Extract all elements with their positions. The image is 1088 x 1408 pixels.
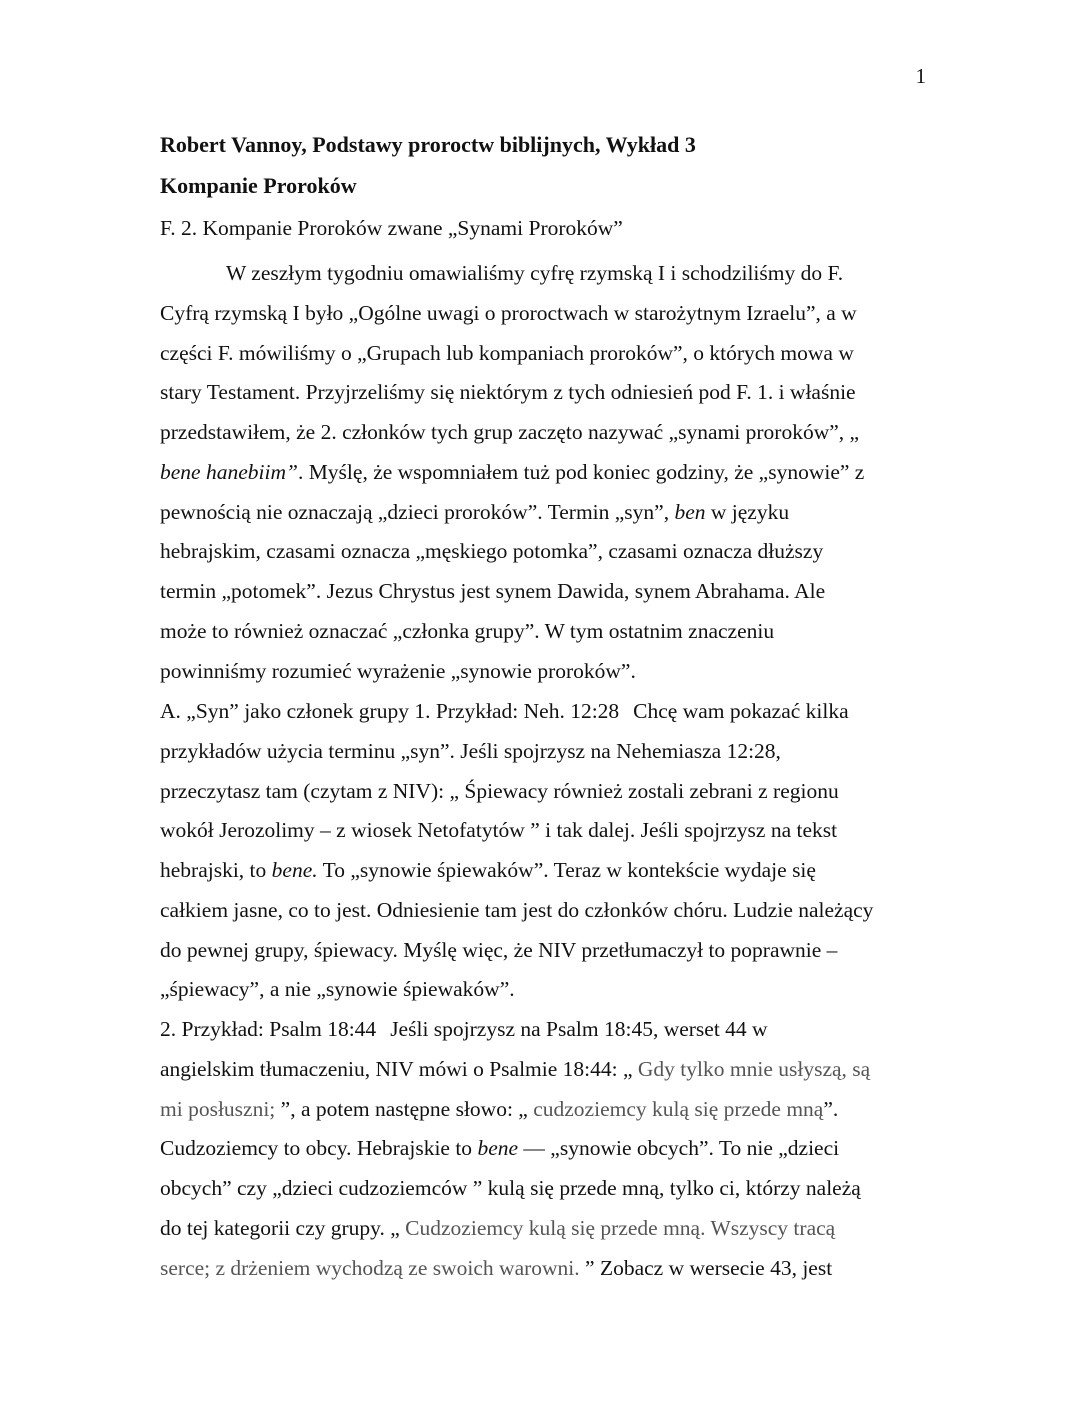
paragraph-line [160,1138,839,1160]
quote-run: serce; z drżeniem wychodzą ze swoich warowni. [160,1256,586,1280]
paragraph-line [160,1258,832,1280]
document-subtitle: Kompanie Proroków [160,173,357,198]
italic-term: bene [477,1136,519,1160]
text-run: Chcę wam pokazać kilka [633,699,849,723]
quote-run: Gdy tylko mnie usłyszą, są [637,1057,871,1081]
example-2-heading [160,1019,768,1041]
italic-term: bene hanebiim” [160,460,298,484]
document-title: Robert Vannoy, Podstawy proroctw biblijnych, Wykład 3 [160,132,696,157]
paragraph-line: obcych” czy „dzieci cudzoziemców ” kulą się przede mną, tylko ci, którzy należą [160,1176,861,1200]
paragraph-line: powinniśmy rozumieć wyrażenie „synowie proroków”. [160,659,636,683]
text-run: angielskim tłumaczeniu, NIV mówi o Psalmie 18:44: „ [160,1057,638,1081]
paragraph-line: może to również oznaczać „członka grupy”. W tym ostatnim znaczeniu [160,619,775,643]
paragraph-line: części F. mówiliśmy o „Grupach lub kompaniach proroków”, o których mowa w [160,341,854,365]
text-run: . Myślę, że wspomniałem tuż pod koniec godziny, że „synowie” z [297,460,865,484]
text-run: Cudzoziemcy to obcy. Hebrajskie to [160,1136,478,1160]
italic-term: ben [674,500,706,524]
paragraph-line: przedstawiłem, że 2. członków tych grup zaczęto nazywać „synami proroków”, „ [160,420,860,444]
paragraph-line [160,502,789,524]
paragraph-line: W zeszłym tygodniu omawialiśmy cyfrę rzymską I i schodziliśmy do F. [226,261,844,285]
paragraph-line: przykładów użycia terminu „syn”. Jeśli spojrzysz na Nehemiasza 12:28, [160,739,781,763]
quote-run: mi posłuszni; [160,1097,281,1121]
paragraph-line: stary Testament. Przyjrzeliśmy się niektórym z tych odniesień pod F. 1. i właśnie [160,380,856,404]
italic-term: bene. [271,858,318,882]
text-run: do tej kategorii czy grupy. „ [160,1216,406,1240]
paragraph-line [160,462,864,484]
text-run: — „synowie obcych”. To nie „dzieci [518,1136,840,1160]
paragraph-line: przeczytasz tam (czytam z NIV): „ Śpiewacy również zostali zebrani z regionu [160,779,839,803]
text-run: 2. Przykład: Psalm 18:44 [160,1017,377,1041]
quote-run: cudzoziemcy kulą się przede mną [533,1097,824,1121]
text-run: w języku [705,500,790,524]
text-run: ”, a potem następne słowo: „ [280,1097,534,1121]
text-run: ”. [823,1097,839,1121]
paragraph-line [160,1099,838,1121]
paragraph-line: termin „potomek”. Jezus Chrystus jest synem Dawida, synem Abrahama. Ale [160,579,826,603]
section-heading: F. 2. Kompanie Proroków zwane „Synami Proroków” [160,216,623,240]
text-run: Jeśli spojrzysz na Psalm 18:45, werset 44 w [390,1017,768,1041]
paragraph-line [160,1218,835,1240]
page-number: 1 [915,64,926,88]
text-run: pewnością nie oznaczają „dzieci proroków”. Termin „syn”, [160,500,675,524]
text-run: To „synowie śpiewaków”. Teraz w kontekście wydaje się [317,858,816,882]
paragraph-line: wokół Jerozolimy – z wiosek Netofatytów ” i tak dalej. Jeśli spojrzysz na tekst [160,818,838,842]
paragraph-line: całkiem jasne, co to jest. Odniesienie tam jest do członków chóru. Ludzie należący [160,898,874,922]
text-run: ” Zobacz w wersecie 43, jest [585,1256,833,1280]
text-run: A. „Syn” jako członek grupy 1. Przykład: Neh. 12:28 [160,699,620,723]
section-a-heading [160,701,849,723]
paragraph-line: Cyfrą rzymską I było „Ogólne uwagi o proroctwach w starożytnym Izraelu”, a w [160,301,857,325]
paragraph-line [160,1059,870,1081]
paragraph-line: „śpiewacy”, a nie „synowie śpiewaków”. [160,977,515,1001]
paragraph-line: hebrajskim, czasami oznacza „męskiego potomka”, czasami oznacza dłuższy [160,539,824,563]
paragraph-line [160,860,816,882]
quote-run: Cudzoziemcy kulą się przede mną. Wszyscy tracą [405,1216,836,1240]
text-run: hebrajski, to [160,858,272,882]
paragraph-line: do pewnej grupy, śpiewacy. Myślę więc, że NIV przetłumaczył to poprawnie – [160,938,838,962]
